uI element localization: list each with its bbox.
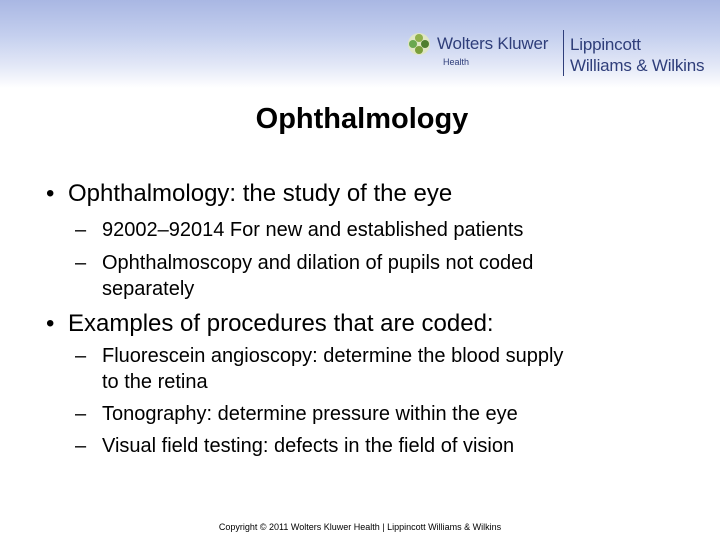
- wolters-kluwer-name: Wolters Kluwer: [437, 34, 549, 53]
- dash-icon: –: [75, 435, 87, 457]
- bullet-dot-icon: •: [46, 180, 55, 207]
- bullet-item: • Ophthalmology: the study of the eye: [46, 180, 453, 207]
- bullet-item: • Examples of procedures that are coded:: [46, 310, 494, 337]
- williams-wilkins-name: Williams & Wilkins: [570, 56, 705, 75]
- dash-icon: –: [75, 403, 87, 425]
- health-label: Health: [443, 57, 470, 67]
- dash-icon: –: [75, 219, 87, 241]
- dash-icon: –: [75, 345, 87, 367]
- dash-icon: –: [75, 252, 87, 274]
- bullet-dot-icon: •: [46, 310, 55, 337]
- slide-title: Ophthalmology: [255, 103, 469, 135]
- lippincott-name: Lippincott: [570, 35, 641, 54]
- logo-divider: [563, 30, 564, 76]
- wolters-kluwer-logo-icon: [407, 32, 431, 56]
- copyright-footer: Copyright © 2011 Wolters Kluwer Health | Lippincott Williams & Wilkins: [218, 522, 502, 532]
